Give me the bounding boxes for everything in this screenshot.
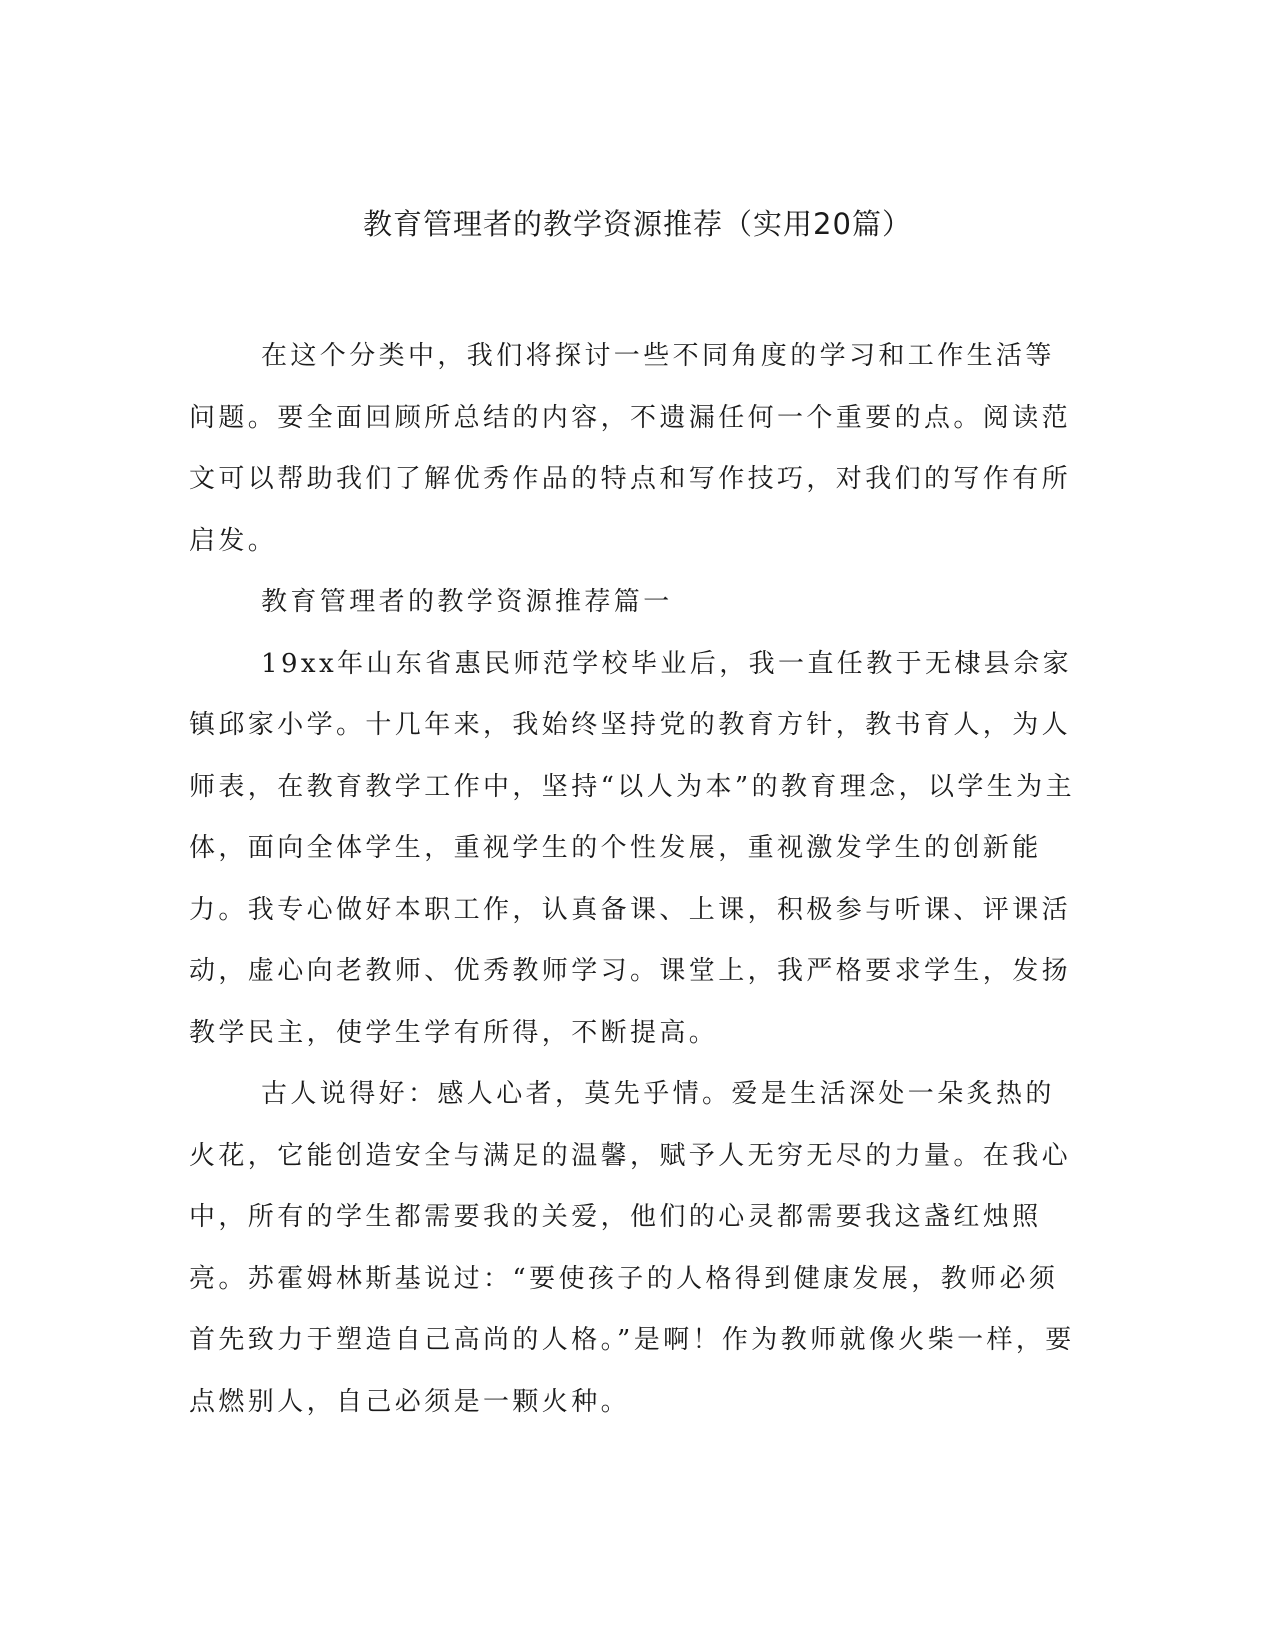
body-paragraph-1: 19xx年山东省惠民师范学校毕业后，我一直任教于无棣县佘家镇邱家小学。十几年来，我始终坚持党的教育方针，教书育人，为人师表，在教育教学工作中，坚持“以人为本”的教育理念，以学生为主体，面向全体学生，重视学生的个性发展，重视激发学生的创新能力。我专心做好本职工作，认真备课、上课，积极参与听课、评课活动，虚心向老教师、优秀教师学习。课堂上，我严格要求学生，发扬教学民主，使学生学有所得，不断提高。 [189,648,1075,1048]
section-heading: 教育管理者的教学资源推荐篇一 [261,587,673,617]
intro-paragraph: 在这个分类中，我们将探讨一些不同角度的学习和工作生活等问题。要全面回顾所总结的内容，不遗漏任何一个重要的点。阅读范文可以帮助我们了解优秀作品的特点和写作技巧，对我们的写作有所启发。 [189,341,1072,556]
document-title: 教育管理者的教学资源推荐（实用20篇） [363,207,912,241]
document-body [189,326,1079,1433]
body-paragraph-2: 古人说得好：感人心者，莫先乎情。爱是生活深处一朵炙热的火花，它能创造安全与满足的温馨，赋予人无穷无尽的力量。在我心中，所有的学生都需要我的关爱，他们的心灵都需要我这盏红烛照亮。苏霍姆林斯基说过：“要使孩子的人格得到健康发展，教师必须首先致力于塑造自己高尚的人格。”是啊！作为教师就像火柴一样，要点燃别人，自己必须是一颗火种。 [189,1079,1075,1417]
